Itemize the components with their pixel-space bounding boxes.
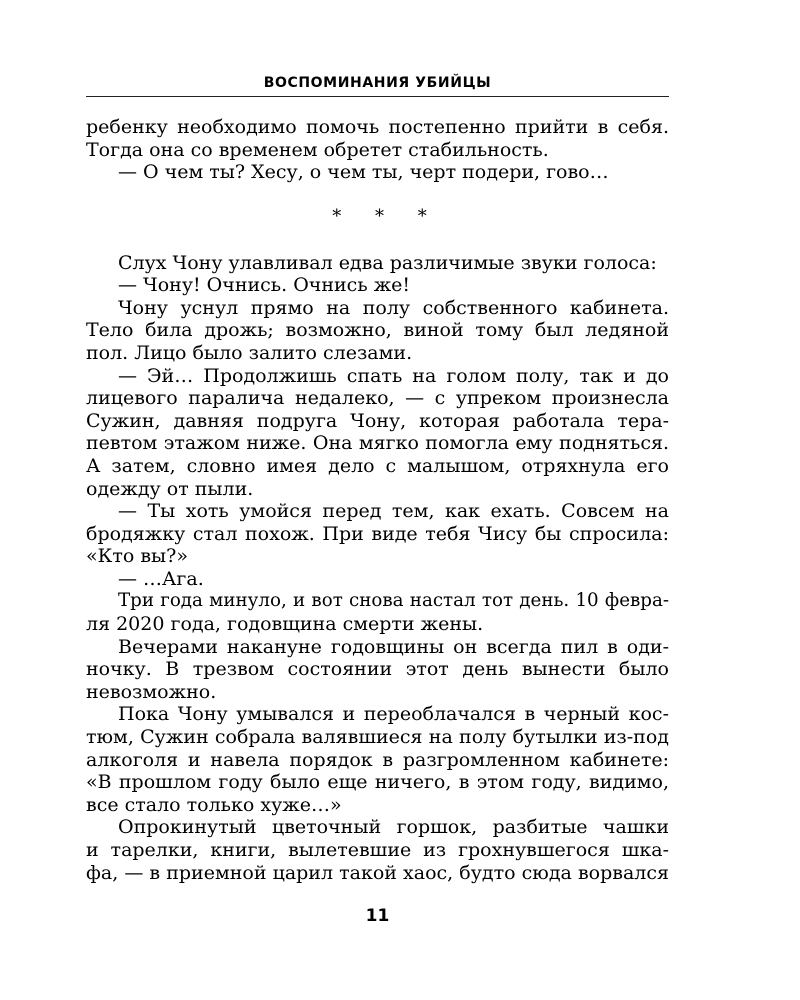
- text-line: Вечерами накануне годовщины он всегда пил в оди-: [118, 635, 669, 658]
- text-line: — Эй… Продолжишь спать на голом полу, так и до: [118, 364, 669, 387]
- text-line: алкоголя и навела порядок в разгромленном кабинете:: [86, 748, 669, 771]
- text-line: «Кто вы?»: [86, 545, 188, 568]
- text-line: и тарелки, книги, вылетевшие из грохнувшегося шка-: [86, 839, 669, 861]
- text-line: ля 2020 года, годовщина смерти жены.: [86, 613, 484, 636]
- text-line: тюм, Сужин собрала валявшиеся на полу бутылки из-под: [86, 726, 669, 749]
- blank-line: [86, 229, 669, 252]
- text-line: Тело била дрожь; возможно, виной тому был ледяной: [86, 319, 669, 342]
- text-line: невозможно.: [86, 680, 217, 703]
- text-line: ребенку необходимо помочь постепенно прийти в себя.: [86, 116, 669, 138]
- blank-line: [86, 184, 669, 207]
- text-line: Сужин, давняя подруга Чону, которая работала тера-: [86, 409, 669, 432]
- text-line: лицевого паралича недалеко, — с упреком произнесла: [86, 387, 669, 410]
- text-line: Пока Чону умывался и переоблачался в черный кос-: [118, 703, 669, 726]
- text-line: ночку. В трезвом состоянии этот день вынести было: [86, 658, 669, 681]
- text-line: Три года минуло, и вот снова настал тот день. 10 февра-: [118, 590, 669, 612]
- text-line: все стало только хуже…»: [86, 793, 342, 816]
- text-line: бродяжку стал похож. При виде тебя Чису бы спросила:: [86, 522, 669, 545]
- body-text: [86, 116, 669, 884]
- text-line: — …Ага.: [118, 567, 204, 590]
- text-line: певтом этажом ниже. Она мягко помогла ему подняться.: [86, 432, 669, 455]
- text-line: «В прошлом году было еще ничего, в этом году, видимо,: [86, 771, 669, 794]
- text-line: Опрокинутый цветочный горшок, разбитые чашки: [118, 816, 669, 839]
- text-line: одежду от пыли.: [86, 477, 254, 500]
- text-line: — О чем ты? Хесу, о чем ты, черт подери, гово…: [118, 161, 609, 184]
- text-line: — Ты хоть умойся перед тем, как ехать. Совсем на: [118, 500, 669, 523]
- text-line: пол. Лицо было залито слезами.: [86, 341, 413, 364]
- text-line: фа, — в приемной царил такой хаос, будто сюда ворвался: [86, 861, 669, 884]
- running-head-title: ВОСПОМИНАНИЯ УБИЙЦЫ: [263, 75, 492, 91]
- text-line: — Чону! Очнись. Очнись же!: [118, 274, 411, 297]
- section-separator: * * *: [332, 206, 441, 228]
- text-line: Слух Чону улавливал едва различимые звуки голоса:: [118, 251, 657, 274]
- text-line: А затем, словно имея дело с малышом, отряхнула его: [86, 454, 669, 477]
- header-rule: [86, 96, 669, 97]
- text-line: Тогда она со временем обретет стабильность.: [86, 138, 549, 161]
- page-number: 11: [365, 906, 390, 926]
- text-line: Чону уснул прямо на полу собственного кабинета.: [118, 296, 669, 319]
